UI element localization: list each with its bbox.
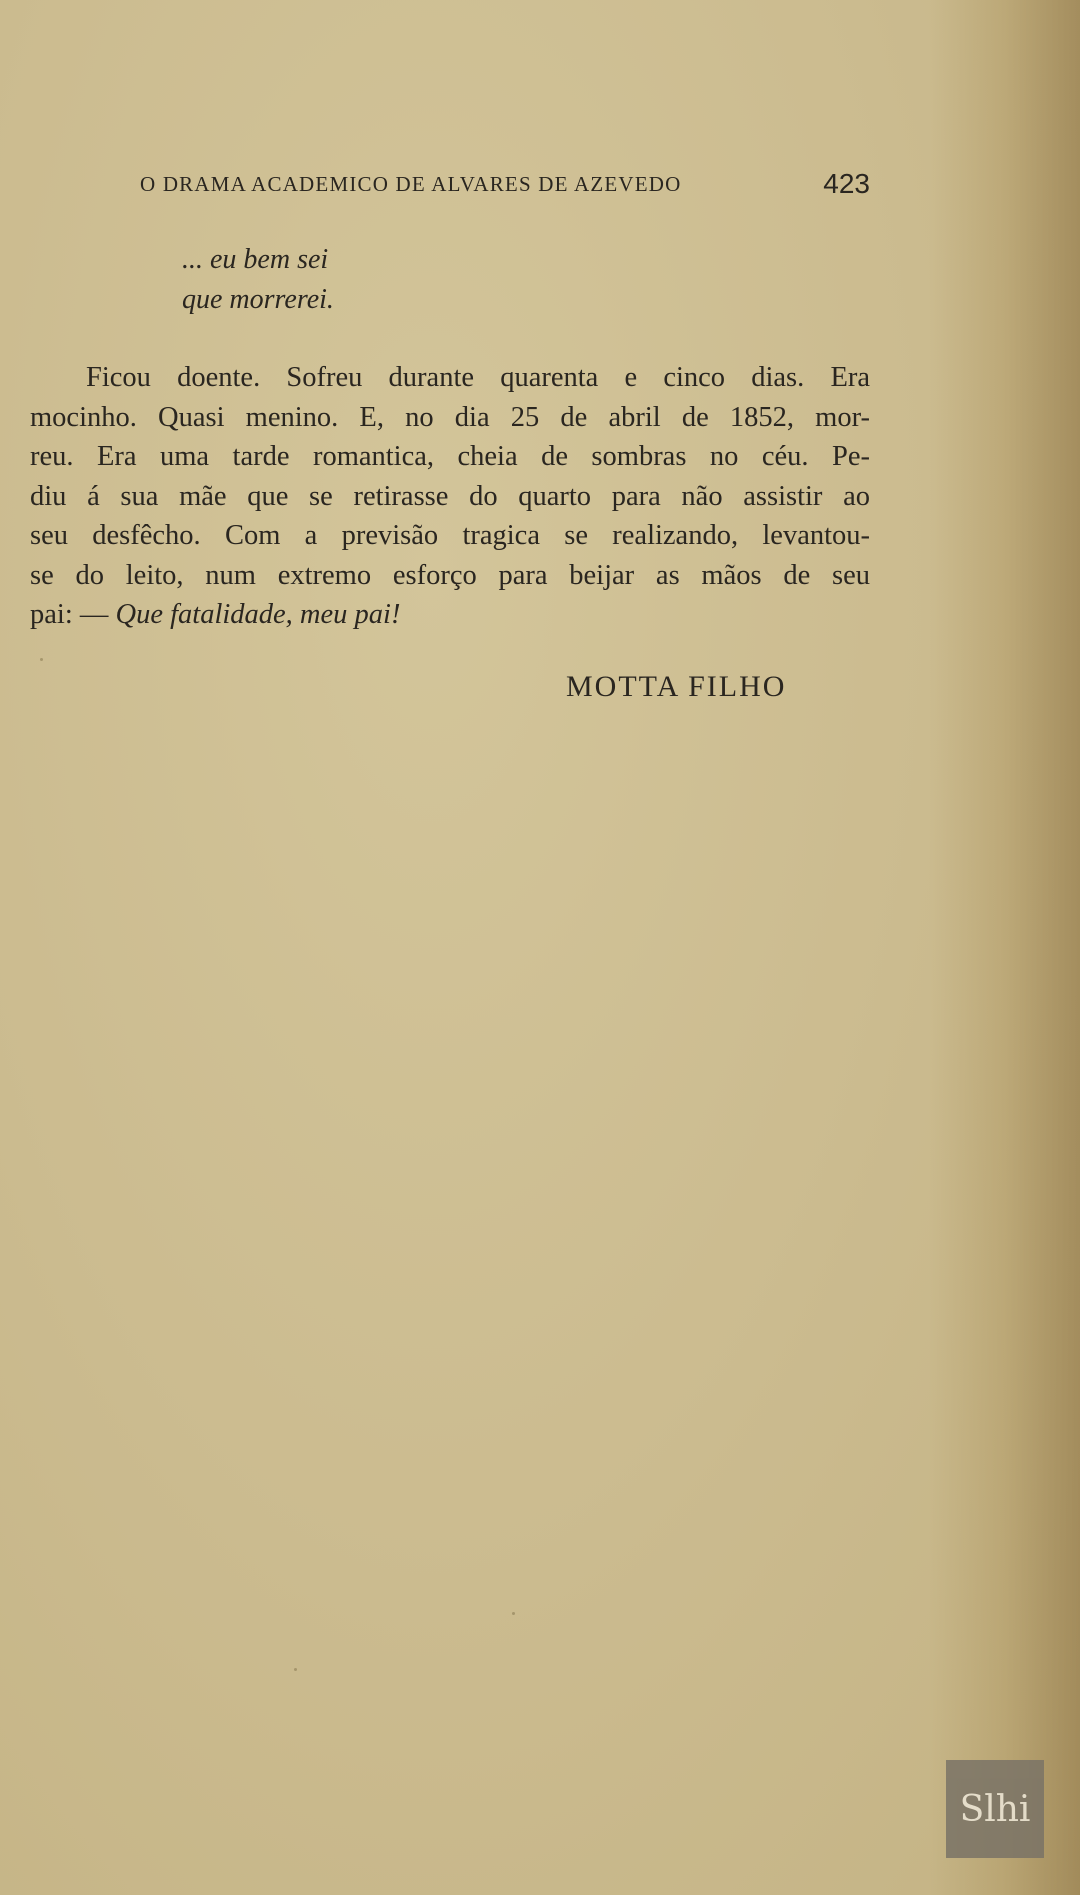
paragraph-line: seu desfêcho. Com a previsão tragica se realizando, levantou-	[30, 520, 870, 551]
verse-line: que morrerei.	[182, 284, 334, 315]
verse-quote	[182, 240, 334, 320]
author-signature: MOTTA FILHO	[566, 670, 787, 703]
paper-speck	[512, 1612, 515, 1615]
verse-line: ... eu bem sei	[182, 244, 329, 275]
paragraph-line: se do leito, num extremo esforço para beijar as mãos de seu	[30, 559, 870, 591]
body-paragraph	[30, 358, 870, 635]
paragraph-line: diu á sua mãe que se retirasse do quarto para não assistir ao	[30, 480, 870, 512]
paragraph-line: Ficou doente. Sofreu durante quarenta e cinco dias. Era	[86, 362, 870, 393]
last-line-prefix: pai: —	[30, 599, 116, 630]
page-number: 423	[823, 168, 870, 199]
running-title: O DRAMA ACADEMICO DE ALVARES DE AZEVEDO	[140, 172, 682, 196]
watermark-text: Slhi	[959, 1788, 1031, 1830]
closing-quote: Que fatalidade, meu pai!	[115, 599, 401, 630]
running-head	[140, 168, 870, 208]
paper-speck	[294, 1668, 297, 1671]
paragraph-line: reu. Era uma tarde romantica, cheia de sombras no céu. Pe-	[30, 441, 870, 472]
library-watermark-logo	[946, 1760, 1044, 1858]
paragraph-line: mocinho. Quasi menino. E, no dia 25 de abril de 1852, mor-	[30, 401, 870, 433]
paper-speck	[40, 658, 43, 661]
paragraph-last-line	[30, 595, 870, 635]
